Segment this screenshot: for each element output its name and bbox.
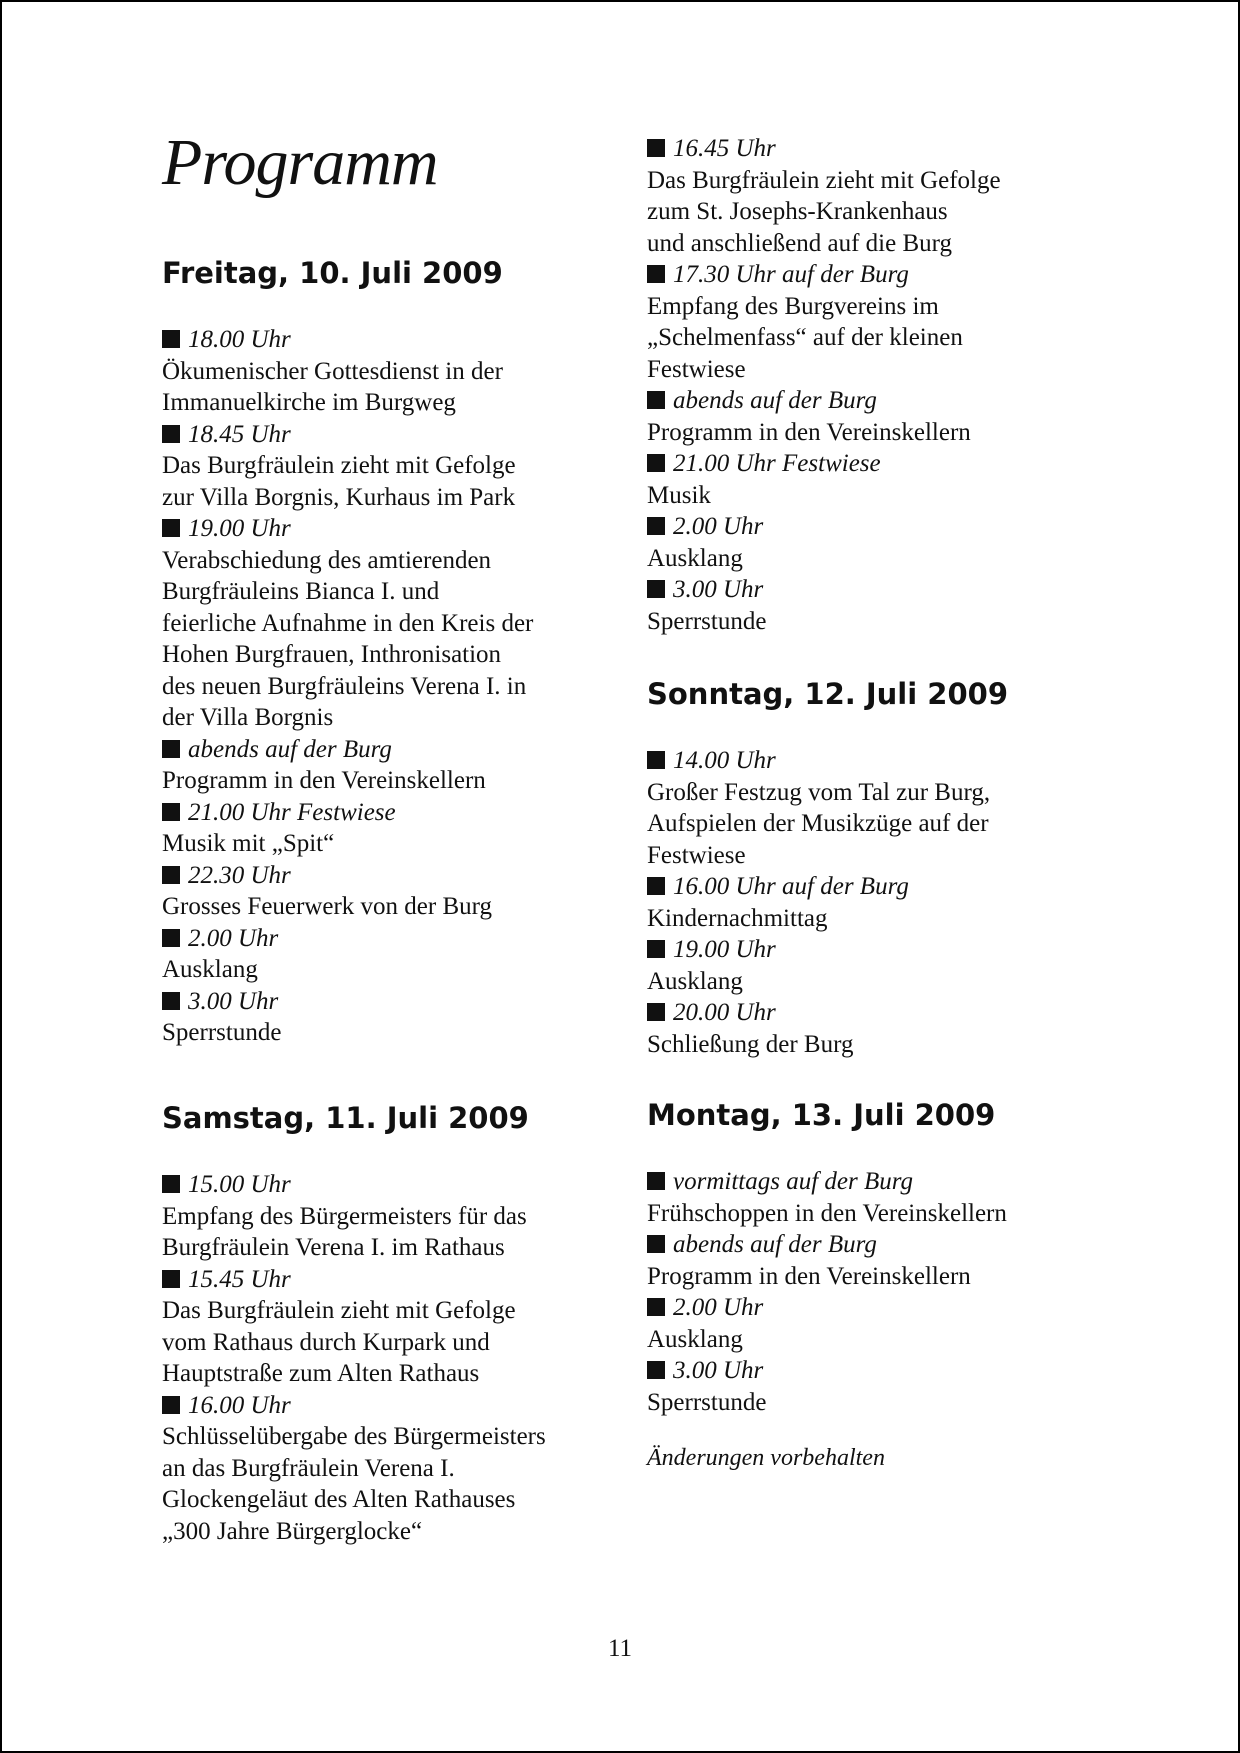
schedule-entry — [162, 1264, 682, 1390]
entry-description: Schließung der Burg — [647, 1030, 854, 1058]
square-bullet-icon — [647, 139, 665, 157]
entry-time — [162, 324, 682, 356]
entry-description: Programm in den Vereinskellern — [162, 767, 486, 794]
entry-time — [647, 934, 1167, 966]
square-bullet-icon — [162, 425, 180, 443]
changes-note: Änderungen vorbehalten — [647, 1445, 885, 1471]
entry-description: Ausklang — [162, 956, 258, 983]
entry-time — [647, 997, 1167, 1029]
entry-description: Musik mit „Spit“ — [162, 830, 335, 857]
entry-description: Das Burgfräulein zieht mit Gefolge vom Rathaus durch Kurpark und Hauptstraße zum Alten Rathaus — [162, 1297, 516, 1387]
schedule-entry — [162, 986, 682, 1049]
entry-time — [162, 1264, 682, 1296]
square-bullet-icon — [647, 1235, 665, 1253]
square-bullet-icon — [647, 517, 665, 535]
schedule-entry — [647, 385, 1167, 448]
entry-time — [647, 871, 1167, 903]
square-bullet-icon — [647, 265, 665, 283]
entry-description: Ausklang — [647, 1325, 743, 1353]
square-bullet-icon — [162, 866, 180, 884]
entry-description: Empfang des Burgvereins im „Schelmenfass“ auf der kleinen Festwiese — [647, 292, 963, 383]
entry-description: Ausklang — [647, 544, 743, 572]
schedule-entry — [647, 1292, 1167, 1355]
schedule-entry — [162, 1390, 682, 1548]
entry-time-label: 3.00 Uhr — [673, 1357, 764, 1384]
schedule-entry — [162, 1169, 682, 1264]
entry-time-label: 18.00 Uhr — [188, 326, 291, 353]
square-bullet-icon — [162, 330, 180, 348]
day-heading: Freitag, 10. Juli 2009 — [162, 256, 503, 290]
entry-time-label: 16.00 Uhr — [188, 1391, 291, 1419]
entry-list — [647, 1166, 1167, 1418]
entry-list — [162, 324, 682, 1049]
entry-time — [647, 448, 1167, 480]
entry-time-label: 2.00 Uhr — [673, 513, 764, 540]
page-number: 11 — [607, 1635, 633, 1662]
entry-description: Musik — [647, 481, 711, 509]
entry-time — [162, 1390, 682, 1422]
entry-list — [647, 133, 1167, 637]
square-bullet-icon — [162, 1175, 180, 1193]
entry-time — [162, 419, 682, 451]
entry-time-label: 2.00 Uhr — [188, 924, 279, 952]
entry-time-label: 15.00 Uhr — [188, 1171, 291, 1198]
day-heading: Sonntag, 12. Juli 2009 — [647, 677, 1008, 711]
entry-time — [162, 986, 682, 1018]
entry-time-label: 22.30 Uhr — [188, 861, 291, 889]
entry-time-label: abends auf der Burg — [188, 735, 392, 763]
entry-list — [647, 745, 1167, 1060]
entry-description: Das Burgfräulein zieht mit Gefolge zum St. Josephs-Krankenhaus und anschließend auf die Burg — [647, 166, 1001, 257]
entry-description: Grosses Feuerwerk von der Burg — [162, 893, 493, 920]
entry-time-label: abends auf der Burg — [673, 387, 877, 414]
entry-time-label: 19.00 Uhr — [673, 936, 776, 963]
day-heading: Montag, 13. Juli 2009 — [647, 1098, 996, 1132]
entry-list — [162, 1169, 682, 1547]
square-bullet-icon — [647, 580, 665, 598]
day-section-sunday — [647, 677, 1167, 1060]
entry-description: Ökumenischer Gottesdienst in der Immanuelkirche im Burgweg — [162, 357, 503, 416]
page-title: Programm — [162, 126, 438, 199]
entry-description: Sperrstunde — [647, 607, 767, 635]
schedule-entry — [162, 324, 682, 419]
entry-time-label: 2.00 Uhr — [673, 1294, 764, 1321]
entry-time — [647, 1229, 1167, 1261]
square-bullet-icon — [162, 519, 180, 537]
entry-description: Großer Festzug vom Tal zur Burg, Aufspielen der Musikzüge auf der Festwiese — [647, 778, 991, 869]
entry-description: Schlüsselübergabe des Bürgermeisters an das Burgfräulein Verena I. Glockengeläut des Alten Rathauses „300 Jahre Bürgerglocke“ — [162, 1423, 546, 1545]
entry-time-label: 20.00 Uhr — [673, 999, 776, 1026]
entry-time-label: 3.00 Uhr — [673, 576, 764, 603]
schedule-entry — [162, 734, 682, 797]
schedule-entry — [647, 745, 1167, 871]
entry-description: Kindernachmittag — [647, 904, 828, 932]
entry-description: Das Burgfräulein zieht mit Gefolge zur Villa Borgnis, Kurhaus im Park — [162, 452, 516, 511]
square-bullet-icon — [647, 1003, 665, 1021]
entry-time — [647, 385, 1167, 417]
entry-time — [162, 1169, 682, 1201]
entry-time — [647, 1355, 1167, 1387]
schedule-entry — [162, 860, 682, 923]
entry-time — [647, 259, 1167, 291]
schedule-entry — [647, 997, 1167, 1060]
entry-description: Programm in den Vereinskellern — [647, 1262, 971, 1290]
square-bullet-icon — [162, 992, 180, 1010]
square-bullet-icon — [647, 877, 665, 895]
entry-description: Verabschiedung des amtierenden Burgfräuleins Bianca I. und feierliche Aufnahme in den Kreis der Hohen Burgfrauen, Inthronisation des neuen Burgfräuleins Verena I. in der Villa Borgnis — [162, 546, 534, 731]
square-bullet-icon — [647, 1361, 665, 1379]
entry-time — [162, 923, 682, 955]
entry-time-label: 17.30 Uhr auf der Burg — [673, 261, 909, 288]
day-section-saturday — [162, 1101, 682, 1547]
day-section-monday — [647, 1098, 1167, 1418]
entry-description: Empfang des Bürgermeisters für das Burgfräulein Verena I. im Rathaus — [162, 1202, 527, 1261]
schedule-entry — [647, 511, 1167, 574]
schedule-entry — [647, 871, 1167, 934]
schedule-entry — [162, 513, 682, 734]
square-bullet-icon — [647, 454, 665, 472]
entry-time — [162, 860, 682, 892]
entry-time — [647, 511, 1167, 543]
entry-description: Sperrstunde — [647, 1388, 767, 1416]
square-bullet-icon — [162, 929, 180, 947]
schedule-entry — [162, 797, 682, 860]
entry-time — [647, 1166, 1167, 1198]
schedule-entry — [647, 133, 1167, 259]
day-section-friday — [162, 256, 682, 1049]
entry-time — [162, 734, 682, 766]
schedule-entry — [162, 923, 682, 986]
entry-time — [162, 513, 682, 545]
entry-time-label: 18.45 Uhr — [188, 420, 291, 448]
entry-time — [647, 574, 1167, 606]
entry-time-label: 14.00 Uhr — [673, 747, 776, 774]
square-bullet-icon — [647, 1298, 665, 1316]
entry-description: Frühschoppen in den Vereinskellern — [647, 1199, 1007, 1227]
square-bullet-icon — [162, 1270, 180, 1288]
entry-time-label: 19.00 Uhr — [188, 515, 291, 542]
entry-time-label: 16.45 Uhr — [673, 135, 776, 162]
entry-description: Programm in den Vereinskellern — [647, 418, 971, 446]
entry-time-label: 16.00 Uhr auf der Burg — [673, 873, 909, 900]
entry-time — [647, 133, 1167, 165]
day-section-saturday-continued — [647, 133, 1167, 637]
entry-time-label: 15.45 Uhr — [188, 1265, 291, 1293]
schedule-entry — [647, 448, 1167, 511]
entry-description: Ausklang — [647, 967, 743, 995]
day-heading: Samstag, 11. Juli 2009 — [162, 1101, 529, 1135]
schedule-entry — [647, 1229, 1167, 1292]
square-bullet-icon — [647, 1172, 665, 1190]
entry-time — [647, 745, 1167, 777]
square-bullet-icon — [647, 751, 665, 769]
square-bullet-icon — [162, 803, 180, 821]
square-bullet-icon — [162, 1396, 180, 1414]
entry-time-label: 21.00 Uhr Festwiese — [673, 450, 881, 477]
entry-time — [647, 1292, 1167, 1324]
schedule-entry — [647, 934, 1167, 997]
entry-time-label: 21.00 Uhr Festwiese — [188, 798, 396, 826]
square-bullet-icon — [647, 391, 665, 409]
schedule-entry — [162, 419, 682, 514]
entry-time-label: abends auf der Burg — [673, 1231, 877, 1258]
entry-description: Sperrstunde — [162, 1019, 282, 1046]
schedule-entry — [647, 1355, 1167, 1418]
square-bullet-icon — [162, 740, 180, 758]
schedule-entry — [647, 574, 1167, 637]
entry-time-label: 3.00 Uhr — [188, 987, 279, 1015]
entry-time — [162, 797, 682, 829]
schedule-entry — [647, 259, 1167, 385]
entry-time-label: vormittags auf der Burg — [673, 1168, 914, 1195]
square-bullet-icon — [647, 940, 665, 958]
schedule-entry — [647, 1166, 1167, 1229]
